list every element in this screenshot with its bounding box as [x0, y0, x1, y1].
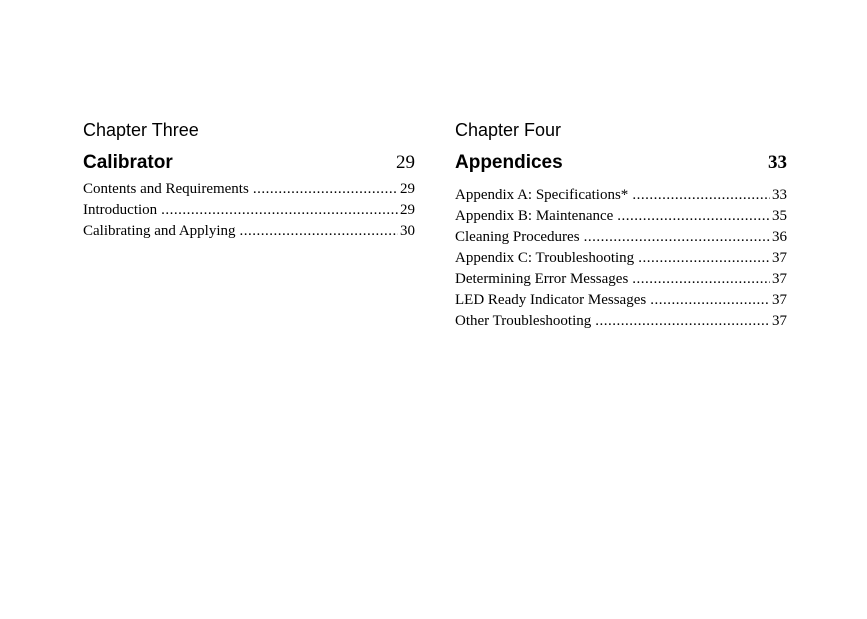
- dot-leader: [584, 227, 770, 248]
- section-page-number: 33: [768, 152, 787, 173]
- toc-entry: [455, 206, 787, 227]
- toc-entry-page: 36: [772, 229, 787, 245]
- toc-entry-page: 37: [772, 292, 787, 308]
- dot-leader: [632, 185, 770, 206]
- toc-entry-page: 35: [772, 208, 787, 224]
- section-heading: [455, 151, 787, 175]
- toc-entry: [455, 185, 787, 206]
- toc-entry-text: Other Troubleshooting: [455, 313, 592, 329]
- toc-list: [83, 179, 415, 242]
- dot-leader: [632, 269, 770, 290]
- dot-leader: [239, 221, 398, 242]
- toc-entry-text: Appendix B: Maintenance: [455, 208, 614, 224]
- toc-entry: [455, 269, 787, 290]
- toc-entry-text: Contents and Requirements: [83, 181, 249, 197]
- toc-entry: [455, 311, 787, 332]
- section-title: Calibrator: [83, 152, 173, 173]
- dot-leader: [595, 311, 770, 332]
- toc-entry: [455, 227, 787, 248]
- chapter-label: Chapter Three: [83, 120, 199, 140]
- toc-entry-page: 37: [772, 313, 787, 329]
- section-heading: [83, 151, 415, 175]
- toc-entry-text: Appendix A: Specifications*: [455, 187, 629, 203]
- toc-entry: [455, 248, 787, 269]
- dot-leader: [161, 200, 398, 221]
- toc-entry-page: 29: [400, 202, 415, 218]
- toc-entry-text: Introduction: [83, 202, 158, 218]
- toc-entry-text: Cleaning Procedures: [455, 229, 580, 245]
- dot-leader: [253, 179, 398, 200]
- toc-entry-text: Calibrating and Applying: [83, 223, 236, 239]
- chapter-label: Chapter Four: [455, 120, 562, 140]
- toc-entry: [455, 290, 787, 311]
- toc-entry-text: Determining Error Messages: [455, 271, 629, 287]
- toc-entry-page: 37: [772, 250, 787, 266]
- toc-entry-page: 30: [400, 223, 415, 239]
- toc-entry-page: 29: [400, 181, 415, 197]
- toc-entry-page: 37: [772, 271, 787, 287]
- section-title: Appendices: [455, 152, 563, 173]
- dot-leader: [650, 290, 770, 311]
- dot-leader: [638, 248, 770, 269]
- toc-entry: [83, 221, 415, 242]
- toc-list: [455, 185, 787, 332]
- section-page-number: 29: [396, 152, 415, 173]
- toc-column-chapter-three: [83, 118, 415, 242]
- toc-entry-text: LED Ready Indicator Messages: [455, 292, 647, 308]
- toc-entry-text: Appendix C: Troubleshooting: [455, 250, 635, 266]
- dot-leader: [617, 206, 770, 227]
- toc-entry: [83, 200, 415, 221]
- toc-entry-page: 33: [772, 187, 787, 203]
- toc-entry: [83, 179, 415, 200]
- toc-column-chapter-four: [455, 118, 787, 332]
